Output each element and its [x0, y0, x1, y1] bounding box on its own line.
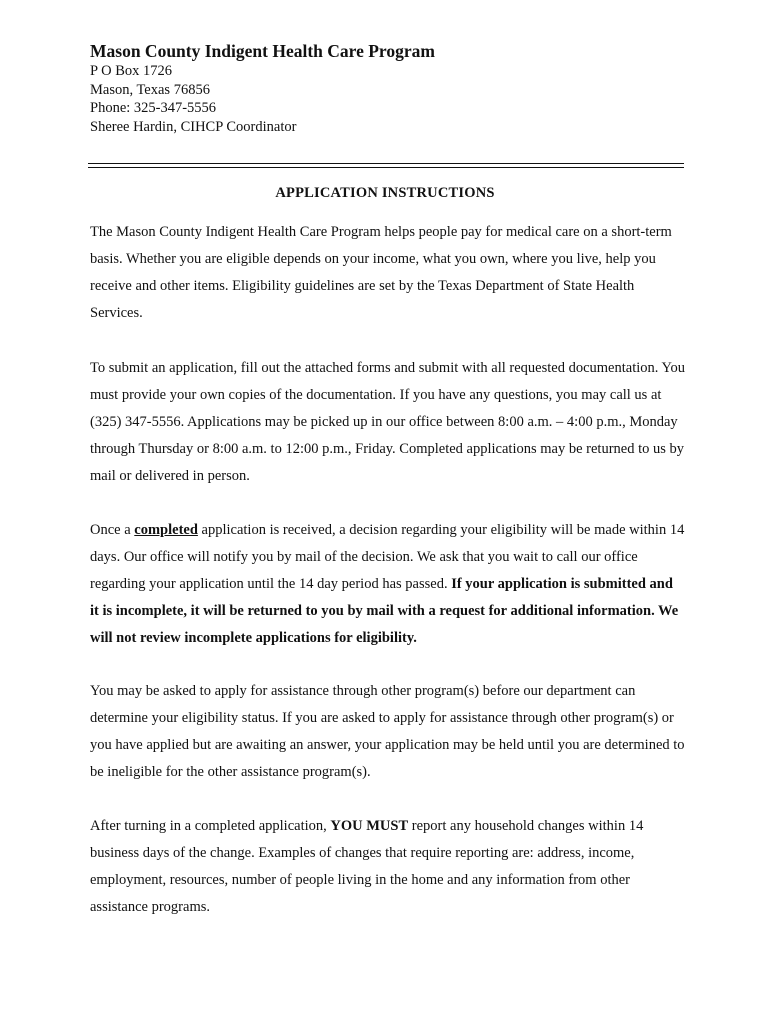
emphasis-completed: completed: [134, 522, 198, 538]
paragraph-text: You may be asked to apply for assistance through other program(s) before our department can determine your eligibility status. If you are asked to apply for assistance through other program(s) or you have applied but are awaiting an answer, your application may be held until you are determined to be ineligible for the other assistance program(s).: [90, 683, 685, 780]
text-run: After turning in a completed application,: [90, 818, 331, 834]
paragraph-text: [90, 517, 685, 652]
emphasis-you-must: YOU MUST: [330, 818, 409, 834]
po-box: P O Box 1726: [90, 63, 173, 79]
header-divider-bottom: [88, 167, 684, 168]
phone: Phone: 325-347-5556: [90, 100, 217, 116]
document-title: APPLICATION INSTRUCTIONS: [275, 185, 495, 201]
paragraph-submission: [90, 355, 685, 490]
paragraph-other-programs: [90, 678, 685, 786]
paragraph-text: To submit an application, fill out the attached forms and submit with all requested documentation. You must provide your own copies of the documentation. If you have any questions, you may call us at (325) 347-5556. Applications may be picked up in our office between 8:00 a.m. – 4:00 p.m., Monday through Thursday or 8:00 a.m. to 12:00 p.m., Friday. Completed applications may be returned to us by mail or delivered in person.: [90, 360, 685, 484]
text-run: application is received, a decision regarding your eligibility will be made within 14 days. Our office will notify you by mail of the decision. We ask that you wait to call our office regarding your application until the 14 day period has passed.: [90, 522, 685, 592]
paragraph-text: [90, 813, 685, 921]
text-run: report any household changes within 14 business days of the change. Examples of changes that require reporting are: address, income, employment, resources, number of people living in the home and any information from other assistance programs.: [90, 818, 644, 915]
letterhead: [90, 40, 690, 136]
city-state-zip: Mason, Texas 76856: [90, 81, 210, 98]
coordinator: Sheree Hardin, CIHCP Coordinator: [90, 118, 297, 135]
paragraph-reporting-changes: [90, 813, 685, 921]
paragraph-text: The Mason County Indigent Health Care Program helps people pay for medical care on a short-term basis. Whether you are eligible depends on your income, what you own, where you live, help you receive and other items. Eligibility guidelines are set by the Texas Department of State Health Services.: [90, 224, 672, 321]
incomplete-warning: If your application is submitted and it is incomplete, it will be returned to you by mail with a request for additional information. We will not review incomplete applications for eligibility.: [90, 576, 679, 646]
organization-name: Mason County Indigent Health Care Program: [90, 41, 435, 61]
paragraph-program-overview: [90, 219, 685, 327]
paragraph-decision: [90, 517, 685, 652]
header-divider-top: [88, 163, 684, 164]
text-run: Once a: [90, 522, 135, 538]
